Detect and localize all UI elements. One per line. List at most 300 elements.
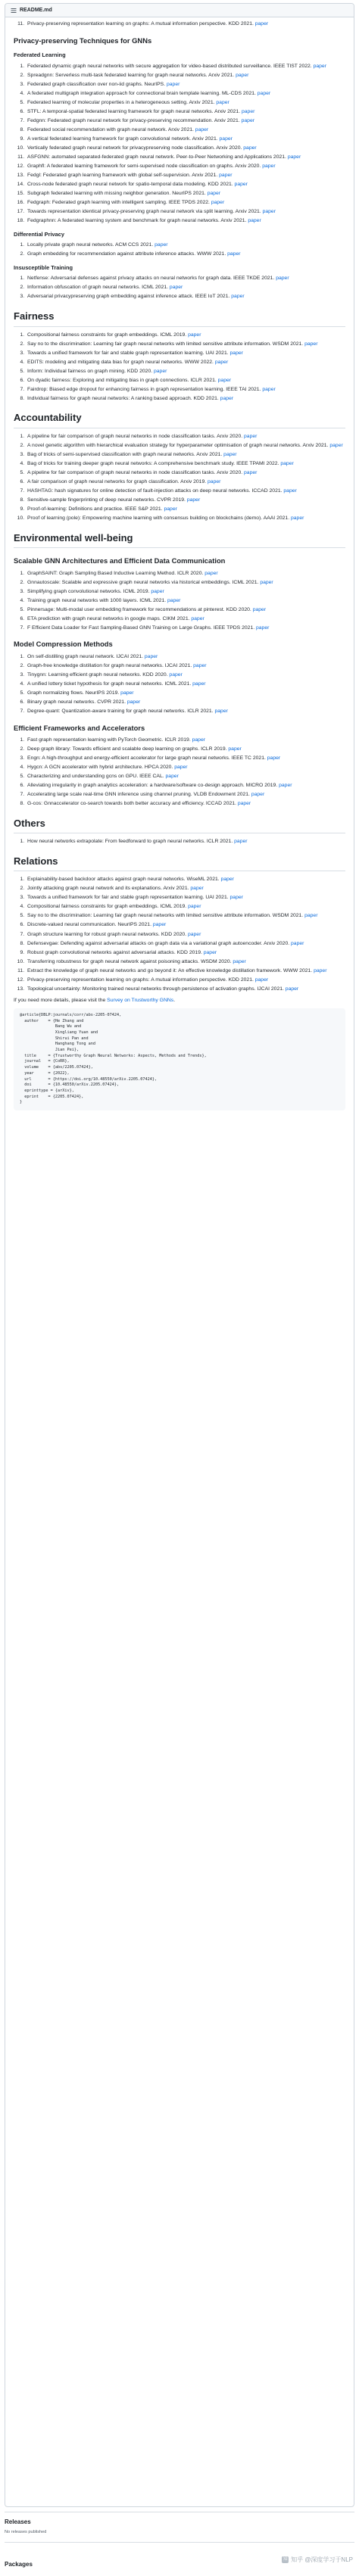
paper-link[interactable]: paper xyxy=(120,690,134,696)
paper-venue: WSDM 2021. xyxy=(272,913,304,919)
paper-venue: MICRO 2019. xyxy=(245,783,278,789)
paper-title: Federated graph classification over non-iid graphs. xyxy=(27,81,143,87)
paper-venue: WSDM 2020. xyxy=(201,958,232,964)
paper-link[interactable]: paper xyxy=(144,653,158,659)
paper-title: Graphfl: A federated learning framework for semi-supervised node classification on graphs. xyxy=(27,163,234,169)
paper-link[interactable]: paper xyxy=(191,615,204,621)
paper-link[interactable]: paper xyxy=(291,940,304,946)
paper-link[interactable]: paper xyxy=(164,506,177,512)
list-item xyxy=(26,782,345,790)
paper-list xyxy=(14,737,345,808)
paper-title: Fedgl: Federated graph learning framework with global self-supervision. xyxy=(27,172,191,178)
paper-title: A novel genetic algorithm with hierarchical evaluation strategy for hyperparameter optimisation of graph neural networks. xyxy=(27,442,301,448)
paper-title: Fedgnn: Federated graph neural network for privacy-preserving recommendation. xyxy=(27,117,214,123)
list-item xyxy=(26,126,345,134)
divider xyxy=(5,2542,354,2543)
paper-venue: Arxiv 2021. xyxy=(189,99,215,105)
list-item xyxy=(26,199,345,207)
paper-link[interactable]: paper xyxy=(276,276,289,282)
list-item xyxy=(26,332,345,339)
paper-title: Fedgraph: Federated graph learning with intelligent sampling. xyxy=(27,199,167,205)
list-item xyxy=(26,737,345,744)
list-item xyxy=(26,764,345,771)
paper-list xyxy=(14,241,345,258)
paper-link[interactable]: paper xyxy=(223,451,237,457)
paper-venue: WSDM 2021. xyxy=(272,341,304,347)
paper-title: Gnnautoscale: Scalable and expressive graph neural networks via historical embeddings. xyxy=(27,579,231,585)
paper-link[interactable]: paper xyxy=(242,108,255,114)
paper-link[interactable]: paper xyxy=(234,181,248,187)
section-heading: Relations xyxy=(14,855,345,871)
paper-venue: Arxiv 2021. xyxy=(214,117,240,123)
paper-venue: Arxiv 2020. xyxy=(235,163,261,169)
paper-venue: IEEE S&P 2021. xyxy=(124,506,163,512)
list-item xyxy=(26,967,345,975)
list-item xyxy=(26,135,345,143)
survey-link[interactable]: Survey on Trustworthy GNNs xyxy=(107,998,174,1004)
paper-link[interactable]: paper xyxy=(257,90,271,96)
paper-venue: NeurIPS 2019. xyxy=(85,690,120,696)
paper-title: Individual fairness for graph neural networks: A ranking based approach. xyxy=(27,395,192,401)
paper-link[interactable]: paper xyxy=(229,895,243,901)
releases-subtitle: No releases published xyxy=(5,2530,47,2535)
paper-title: On self-distilling graph neural network. xyxy=(27,653,115,659)
paper-title: Discrete-valued neural communication. xyxy=(27,922,117,928)
paper-link[interactable]: paper xyxy=(192,737,206,743)
paper-link[interactable]: paper xyxy=(244,469,258,475)
paper-venue: KDD 2020. xyxy=(126,368,153,374)
paper-link[interactable]: paper xyxy=(236,72,249,78)
readme-file-card xyxy=(5,3,354,2507)
list-item xyxy=(26,377,345,385)
paper-title: A fair comparison of graph neural networks for graph classification. xyxy=(27,479,180,484)
paper-title: A pipeline for fair comparison of graph neural networks in node classification tasks. xyxy=(27,433,216,439)
subsection-heading: Scalable GNN Architectures and Efficient Data Communication xyxy=(14,556,226,565)
paper-title: Netfense: Adversarial defenses against privacy attacks on neural networks for graph data. xyxy=(27,276,233,282)
paper-link[interactable]: paper xyxy=(267,755,281,761)
paper-venue: Arxiv 2021. xyxy=(163,886,189,892)
paper-title: ETA prediction with graph neural networks in google maps. xyxy=(27,615,161,621)
paper-title: Robust graph convolutional networks against adversarial attacks. xyxy=(27,949,176,955)
list-item xyxy=(26,108,345,116)
paper-title: Privacy-preserving representation learning on graphs: A mutual information perspective. xyxy=(27,977,227,983)
paper-title: Cross-node federated graph neural network for spatio-temporal data modeling. xyxy=(27,181,207,187)
paper-link[interactable]: paper xyxy=(254,977,269,983)
paper-venue: Arxiv 2021. xyxy=(235,209,261,214)
packages-title[interactable]: Packages xyxy=(5,2561,33,2568)
list-item xyxy=(26,145,345,152)
bibtex-code-block[interactable]: @article{DBLP:journals/corr/abs-2205-07424, author = {He Zhang and Bang Wu and Xingliang Yuan and Shirui Pan and Hanghang Tong and Jian Pei}, title = {Trustworthy Graph Neural Networks: Aspects, Methods and Trends}, journal = {CoRR}, volume = {abs/2205.07424}, year = {2022}, url = {https://doi.org/10.48550/arXiv.2205.07424}, doi = {10.48550/arXiv.2205.07424}, eprinttype = {arXiv}, eprint = {2205.07424}, } xyxy=(14,1008,345,1110)
paper-title: Say no to the discrimination: Learning fair graph neural networks with limited sensitive attribute information. xyxy=(27,913,271,919)
paper-link[interactable]: paper xyxy=(241,117,255,123)
list-item xyxy=(26,451,345,459)
paper-venue: Arxiv 2020. xyxy=(217,433,243,439)
paper-link[interactable]: paper xyxy=(231,294,245,300)
paper-venue: Arxiv 2021. xyxy=(196,451,223,457)
paper-title: Proof of learning (pole): Empowering machine learning with consensus building on blockchains (demo). xyxy=(27,516,263,522)
list-item xyxy=(26,181,345,188)
paper-venue: IEEE IoT 2021. xyxy=(195,294,230,300)
section-heading: Others xyxy=(14,817,345,833)
paper-link[interactable]: paper xyxy=(229,350,243,356)
paper-title: Adversarial privacypreserving graph embedding against inference attack. xyxy=(27,294,194,300)
paper-title: Extract the knowledge of graph neural networks and go beyond it: An effective knowledge distillation framework. xyxy=(27,967,283,973)
paper-venue: Arxiv 2021. xyxy=(214,108,241,114)
paper-venue: Arxiv 2020. xyxy=(264,940,290,946)
paper-link[interactable]: paper xyxy=(169,671,183,677)
list-item xyxy=(26,99,345,107)
paper-venue: KDD 2019. xyxy=(176,949,202,955)
group-heading: Differential Privacy xyxy=(14,230,64,238)
paper-link[interactable]: paper xyxy=(280,460,294,466)
paper-link[interactable]: paper xyxy=(228,746,242,752)
paper-title: Characterizing and understanding gcns on GPU. xyxy=(27,774,139,780)
list-item xyxy=(26,958,345,966)
list-item xyxy=(26,293,345,301)
paper-link[interactable]: paper xyxy=(151,588,164,594)
paper-title: Subgraph federated learning with missing neighbor generation. xyxy=(27,190,171,196)
paper-venue: IEEE TPDS 2022. xyxy=(168,199,210,205)
paper-title: Fairdrop: Biased edge dropout for enhancing fairness in graph representation learning. xyxy=(27,386,225,392)
paper-link[interactable]: paper xyxy=(204,570,218,576)
paper-venue: IJCAI 2021. xyxy=(257,986,284,992)
paper-venue: KDD 2020. xyxy=(161,931,187,937)
paper-title: Accelerating large scale real-time GNN inference using channel pruning. xyxy=(27,792,192,798)
paper-venue: IJCAI 2021. xyxy=(116,653,144,659)
paper-venue: WWW 2021. xyxy=(283,967,313,973)
paper-link[interactable]: paper xyxy=(285,986,299,992)
paper-link[interactable]: paper xyxy=(304,341,318,347)
list-item xyxy=(26,442,345,450)
paper-venue: KDD 2021. xyxy=(228,21,254,26)
paper-link[interactable]: paper xyxy=(208,479,221,484)
list-item xyxy=(26,746,345,753)
paper-title: Towards a unified framework for fair and stable graph representation learning. xyxy=(27,350,204,356)
paper-venue: VLDB Endowment 2021. xyxy=(193,792,250,798)
paper-venue: IEEE TC 2021. xyxy=(231,755,266,761)
paper-venue: ICLR 2021. xyxy=(190,377,217,383)
list-item xyxy=(26,615,345,623)
paper-link[interactable]: paper xyxy=(186,497,201,503)
paper-link[interactable]: paper xyxy=(216,99,229,105)
paper-title: Defensevgae: Defending against adversarial attacks on graph data via a variational graph autoencoder. xyxy=(27,940,263,946)
list-item xyxy=(26,515,345,522)
paper-title: Bag of tricks for training deeper graph neural networks: A comprehensive benchmark study. xyxy=(27,460,236,466)
paper-link[interactable]: paper xyxy=(262,386,276,392)
paper-link[interactable]: paper xyxy=(214,708,228,714)
paper-venue: IEEE TIST 2022. xyxy=(273,63,312,69)
list-item xyxy=(26,217,345,225)
paper-title: Graph normalizing flows. xyxy=(27,690,84,696)
readme-content xyxy=(5,17,354,1110)
paper-link[interactable]: paper xyxy=(304,913,318,919)
subsection-heading: Efficient Frameworks and Accelerators xyxy=(14,723,145,732)
releases-section xyxy=(5,2518,354,2536)
paper-link[interactable]: paper xyxy=(329,442,343,448)
paper-venue: ICML 2021. xyxy=(232,579,259,585)
paper-venue: Arxiv 2019. xyxy=(180,479,207,484)
paper-venue: ICLR 2020. xyxy=(176,570,204,576)
paper-link[interactable]: paper xyxy=(234,839,248,845)
paper-link[interactable]: paper xyxy=(211,199,225,205)
paper-title: EDITS: modeling and mitigating data bias for graph neural networks. xyxy=(27,359,183,365)
list-item xyxy=(26,800,345,808)
paper-title: Towards a unified framework for fair and stable graph representation learning. xyxy=(27,895,204,901)
paper-venue: WWW 2022. xyxy=(184,359,214,365)
paper-venue: ICML 2019. xyxy=(160,332,187,338)
paper-title: Graph embedding for recommendation against attribute inference attacks. xyxy=(27,251,196,257)
paper-venue: Arxiv 2021. xyxy=(208,72,235,78)
list-item xyxy=(26,506,345,513)
paper-title: Spreadgnn: Serverless multi-task federated learning for graph neural networks. xyxy=(27,72,208,78)
paper-link[interactable]: paper xyxy=(220,877,234,883)
section-heading: Fairness xyxy=(14,310,345,326)
paper-title: Fedgraphnn: A federated learning system and benchmark for graph neural networks. xyxy=(27,218,220,224)
paper-title: Simplifying graph convolutional networks. xyxy=(27,588,122,594)
paper-venue: IEEE TAI 2021. xyxy=(226,386,261,392)
list-item xyxy=(26,284,345,291)
list-item xyxy=(26,433,345,441)
list-item xyxy=(26,386,345,394)
zhihu-logo-icon: 知 xyxy=(283,2557,288,2562)
list-item xyxy=(26,606,345,614)
paper-link[interactable]: paper xyxy=(254,21,269,26)
list-item xyxy=(26,359,345,366)
paper-venue: ICML 2021. xyxy=(142,285,169,291)
releases-title[interactable]: Releases xyxy=(5,2518,31,2525)
paper-title: Topological uncertainty: Monitoring trained neural networks through persistence of activation graphs. xyxy=(27,986,256,992)
paper-link[interactable]: paper xyxy=(279,783,292,789)
paper-title: Inform: Individual fairness on graph mining. xyxy=(27,368,126,374)
paper-venue: AAAI 2021. xyxy=(263,516,290,522)
list-item xyxy=(26,662,345,670)
paper-venue: KDD 2020. xyxy=(226,606,251,612)
paper-title: STFL: A temporal-spatial federated learning framework for graph neural networks. xyxy=(27,108,214,114)
paper-venue: NeurIPS. xyxy=(144,81,166,87)
paper-venue: KDD 2021. xyxy=(208,181,233,187)
paper-link[interactable]: paper xyxy=(227,251,241,257)
list-item xyxy=(26,681,345,688)
paper-link[interactable]: paper xyxy=(260,579,273,585)
paper-title: Bag of tricks of semi-supervised classification with graph neural networks. xyxy=(27,451,195,457)
section-heading: Environmental well-being xyxy=(14,531,345,548)
paper-link[interactable]: paper xyxy=(219,135,233,142)
paper-link[interactable]: paper xyxy=(219,172,233,178)
paper-link[interactable]: paper xyxy=(214,359,229,365)
paper-venue: IEEE CAL. xyxy=(139,774,164,780)
paper-title: Locally private graph neural networks. xyxy=(27,242,114,248)
paper-venue: CVPR 2019. xyxy=(157,497,186,503)
paper-link[interactable]: paper xyxy=(167,597,181,603)
paper-venue: Peer-to-Peer Networking and Applications 2021. xyxy=(176,154,286,160)
paper-link[interactable]: paper xyxy=(248,218,261,224)
paper-title: Explainability-based backdoor attacks against graph neural networks. xyxy=(27,877,186,883)
list-item xyxy=(26,172,345,179)
list-item xyxy=(26,588,345,596)
paper-venue: Arxiv 2021. xyxy=(192,135,218,142)
paper-title: A vertical federated learning framework for graph convolutional network. xyxy=(27,135,192,142)
paper-title: Compositional fairness constraints for graph embeddings. xyxy=(27,332,159,338)
paper-title: A unified lottery ticket hypothesis for graph neural networks. xyxy=(27,681,164,687)
paper-list xyxy=(14,876,345,992)
paper-title: Hygcn: A GCN accelerator with hybrid architecture. xyxy=(27,765,143,770)
list-item xyxy=(26,755,345,762)
paper-list xyxy=(14,332,345,403)
list-item xyxy=(26,154,345,161)
list-item xyxy=(26,708,345,715)
paper-venue: Arxiv 2021. xyxy=(220,218,247,224)
list-item xyxy=(26,986,345,993)
paper-title: Graph-free knowledge distillation for graph neural networks. xyxy=(27,662,164,668)
paper-title: Graph structure learning for robust graph neural networks. xyxy=(27,931,160,937)
paper-link[interactable]: paper xyxy=(167,81,180,87)
paper-link[interactable]: paper xyxy=(287,154,301,160)
list-item xyxy=(26,190,345,198)
list-item xyxy=(26,81,345,89)
paper-link[interactable]: paper xyxy=(313,63,326,69)
paper-link[interactable]: paper xyxy=(169,285,183,291)
paper-venue: KDD 2021. xyxy=(193,395,219,401)
paper-link[interactable]: paper xyxy=(243,145,257,151)
list-item xyxy=(26,838,345,846)
list-item xyxy=(26,894,345,902)
paper-link[interactable]: paper xyxy=(195,126,209,132)
paper-link[interactable]: paper xyxy=(190,886,204,892)
paper-link[interactable]: paper xyxy=(252,606,267,612)
paper-title: Binary graph neural networks. xyxy=(27,699,96,705)
paper-title: On dyadic fairness: Exploring and mitigating bias in graph connections. xyxy=(27,377,189,383)
list-item xyxy=(26,469,345,477)
paper-title: Transferring robustness for graph neural network against poisoning attacks. xyxy=(27,958,200,964)
list-icon[interactable] xyxy=(11,8,17,14)
paper-title: Vertically federated graph neural network for privacypreserving node classification. xyxy=(27,145,215,151)
list-item xyxy=(26,341,345,348)
list-item xyxy=(26,940,345,948)
paper-link[interactable]: paper xyxy=(193,662,207,668)
paper-link[interactable]: paper xyxy=(262,163,276,169)
list-item xyxy=(26,791,345,799)
paper-title: Tinygnn: Learning efficient graph neural networks. xyxy=(27,671,142,677)
paper-venue: Arxiv 2021. xyxy=(302,442,329,448)
paper-venue: ICLR 2021. xyxy=(187,708,214,714)
paper-link[interactable]: paper xyxy=(283,488,297,494)
paper-title: G-cos: Gnnaccelerator co-search towards both better accuracy and efficiency. xyxy=(27,801,204,807)
list-item xyxy=(26,497,345,504)
paper-link[interactable]: paper xyxy=(203,949,217,955)
paper-title: Say no to the discrimination: Learning fair graph neural networks with limited sensitive attribute information. xyxy=(27,341,271,347)
paper-venue: HPCA 2020. xyxy=(144,765,173,770)
paper-link[interactable]: paper xyxy=(152,922,167,928)
paper-venue: ACM CCS 2021. xyxy=(115,242,154,248)
paper-title: Fast graph representation learning with PyTorch Geometric. xyxy=(27,737,164,743)
paper-venue: IEEE TKDE 2021. xyxy=(233,276,275,282)
paper-title: Towards representation identical privacy-preserving graph neural network via split learning. xyxy=(27,209,235,214)
paper-link[interactable]: paper xyxy=(126,699,141,705)
paper-title: Engn: A high-throughput and energy-efficient accelerator for large graph neural networks. xyxy=(27,755,230,761)
paper-venue: ICML 2021. xyxy=(164,681,192,687)
paper-link[interactable]: paper xyxy=(244,433,258,439)
list-item xyxy=(26,570,345,578)
list-item xyxy=(26,163,345,170)
list-item xyxy=(26,275,345,282)
paper-title: Federated social recommendation with graph neural network. xyxy=(27,126,167,132)
paper-title: A federated multigraph integration approach for connectional brain template learning. xyxy=(27,90,221,96)
paper-link[interactable]: paper xyxy=(207,190,221,196)
paper-venue: CVPR 2021. xyxy=(97,699,126,705)
list-item xyxy=(26,699,345,706)
paper-link[interactable]: paper xyxy=(233,958,246,964)
paper-venue: KDD 2021. xyxy=(228,977,254,983)
paper-venue: NeurIPS 2021. xyxy=(172,190,206,196)
paper-link[interactable]: paper xyxy=(262,209,276,214)
paper-venue: ICLR 2019. xyxy=(201,746,227,752)
list-item xyxy=(26,949,345,957)
list-item xyxy=(26,903,345,911)
paper-link[interactable]: paper xyxy=(290,516,304,522)
paper-link[interactable]: paper xyxy=(154,368,167,374)
list-item xyxy=(26,117,345,125)
paper-list xyxy=(14,653,345,715)
list-item xyxy=(26,885,345,892)
paper-link[interactable]: paper xyxy=(155,242,168,248)
paper-link[interactable]: paper xyxy=(256,625,270,631)
paper-link[interactable]: paper xyxy=(192,681,206,687)
list-item xyxy=(26,251,345,258)
paper-venue: IEEE TPDS 2021. xyxy=(213,625,255,631)
paper-venue: Arxiv 2020. xyxy=(216,145,242,151)
paper-link[interactable]: paper xyxy=(188,904,201,910)
paper-list xyxy=(14,63,345,225)
list-item xyxy=(26,63,345,70)
list-item xyxy=(26,72,345,79)
paper-venue: ICML 2019. xyxy=(160,904,187,910)
paper-title: ASFGNN: automated separated-federated graph neural network. xyxy=(27,154,175,160)
list-item xyxy=(26,350,345,357)
paper-link[interactable]: paper xyxy=(165,774,179,780)
paper-link[interactable]: paper xyxy=(237,801,251,807)
paper-title: Proof-of-learning: Definitions and practice. xyxy=(27,506,123,512)
paper-list xyxy=(14,275,345,301)
paper-link[interactable]: paper xyxy=(188,332,201,338)
paper-title: Information obfuscation of graph neural networks. xyxy=(27,285,141,291)
paper-list xyxy=(14,433,345,522)
list-item xyxy=(26,625,345,632)
list-item xyxy=(26,876,345,883)
group-heading: Insusceptible Training xyxy=(14,263,73,271)
paper-venue: WiseML 2021. xyxy=(186,877,220,883)
paper-venue: ICLR 2019. xyxy=(164,737,191,743)
file-header xyxy=(5,4,354,17)
paper-venue: IJCAI 2021. xyxy=(164,662,192,668)
group-heading: Federated Learning xyxy=(14,51,66,58)
paper-link[interactable]: paper xyxy=(187,931,201,937)
paper-venue: ICLR 2021. xyxy=(206,839,233,845)
paper-venue: ICCAD 2021. xyxy=(205,801,236,807)
list-item xyxy=(26,690,345,697)
paper-link[interactable]: paper xyxy=(251,792,265,798)
paper-link[interactable]: paper xyxy=(220,395,234,401)
paper-link[interactable]: paper xyxy=(217,377,232,383)
paper-title: Federated dynamic graph neural networks with secure aggregation for video-based distributed surveillance. xyxy=(27,63,273,69)
list-item xyxy=(26,653,345,661)
paper-venue: Arxiv 2021. xyxy=(192,172,218,178)
file-name[interactable]: README.md xyxy=(20,7,52,13)
paper-title: Privacy-preserving representation learning on graphs: A mutual information perspective. xyxy=(27,21,227,26)
list-item xyxy=(26,671,345,679)
paper-link[interactable]: paper xyxy=(174,765,188,770)
list-item xyxy=(26,90,345,98)
paper-link[interactable]: paper xyxy=(314,967,327,973)
